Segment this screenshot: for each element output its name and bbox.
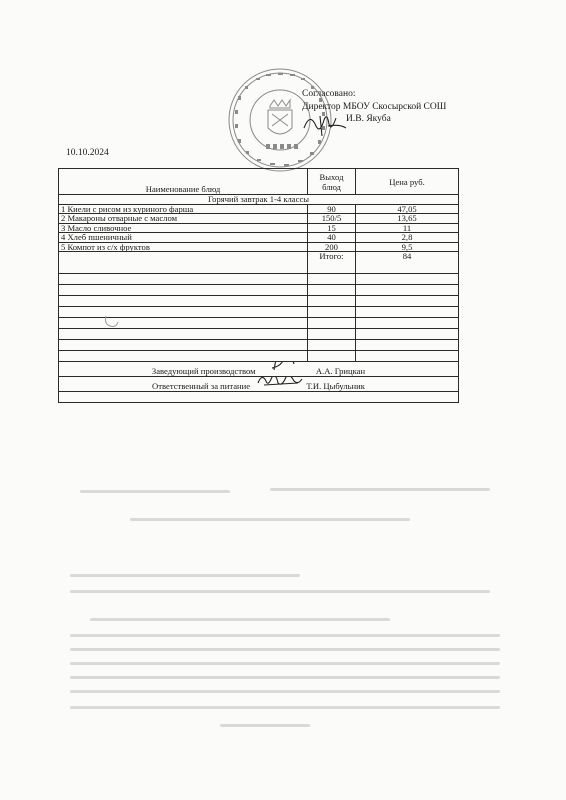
responsible-name: Т.И. Цыбульник — [306, 381, 365, 392]
item-price: 2,8 — [356, 233, 459, 243]
section-row — [59, 195, 459, 205]
item-price: 9,5 — [356, 242, 459, 252]
approval-label: Согласовано: — [302, 89, 356, 99]
manager-name: А.А. Грицкан — [315, 366, 366, 377]
item-name: 2 Макароны отварные с маслом — [59, 214, 308, 224]
table-row — [59, 233, 459, 243]
manager-signature-row — [59, 362, 459, 377]
item-name: 3 Масло сливочное — [59, 223, 308, 233]
manager-signature — [258, 364, 314, 374]
item-price: 47,05 — [356, 204, 459, 214]
item-name: 4 Хлеб пшеничный — [59, 233, 308, 243]
item-output: 200 — [308, 242, 356, 252]
item-name: 1 Киели с рисом из куриного фарша — [59, 204, 308, 214]
table-row — [59, 214, 459, 224]
responsible-signature-row — [59, 377, 459, 392]
menu-table — [58, 168, 459, 403]
item-output: 150/5 — [308, 214, 356, 224]
manager-signature-mark — [264, 362, 304, 377]
col-header-price: Цена руб. — [356, 169, 459, 195]
empty-row — [59, 340, 459, 351]
item-name: 5 Компот из с/х фруктов — [59, 242, 308, 252]
total-value: 84 — [356, 252, 459, 274]
item-output: 15 — [308, 223, 356, 233]
col-header-output-label: Выход блюд — [319, 171, 344, 192]
col-header-name: Наименование блюд — [59, 169, 308, 195]
empty-row — [59, 329, 459, 340]
responsible-signature-cell — [59, 377, 459, 392]
total-empty-cell — [59, 252, 308, 274]
item-output: 90 — [308, 204, 356, 214]
bleed-through-text — [70, 470, 510, 730]
responsible-signature — [252, 379, 304, 389]
pen-mark — [102, 312, 124, 330]
empty-row — [59, 285, 459, 296]
director-name: И.В. Якуба — [346, 114, 391, 124]
document-date: 10.10.2024 — [66, 148, 109, 158]
empty-row — [59, 392, 459, 403]
col-header-output — [308, 169, 356, 195]
manager-label: Заведующий производством — [151, 366, 256, 377]
table-row — [59, 204, 459, 214]
item-output: 40 — [308, 233, 356, 243]
empty-row — [59, 296, 459, 307]
empty-row — [59, 274, 459, 285]
table-header-row — [59, 169, 459, 195]
director-signature — [300, 108, 350, 138]
table-row — [59, 223, 459, 233]
total-label: Итого: — [308, 252, 356, 274]
director-title: Директор МБОУ Скосырской СОШ — [302, 101, 447, 112]
manager-signature-cell — [59, 362, 459, 377]
responsible-label: Ответственный за питание — [152, 381, 251, 392]
item-price: 13,65 — [356, 214, 459, 224]
empty-row — [59, 351, 459, 362]
total-row — [59, 252, 459, 274]
item-price: 11 — [356, 223, 459, 233]
responsible-signature-mark — [254, 377, 304, 392]
section-title: Горячий завтрак 1-4 классы — [59, 195, 459, 205]
table-row — [59, 242, 459, 252]
